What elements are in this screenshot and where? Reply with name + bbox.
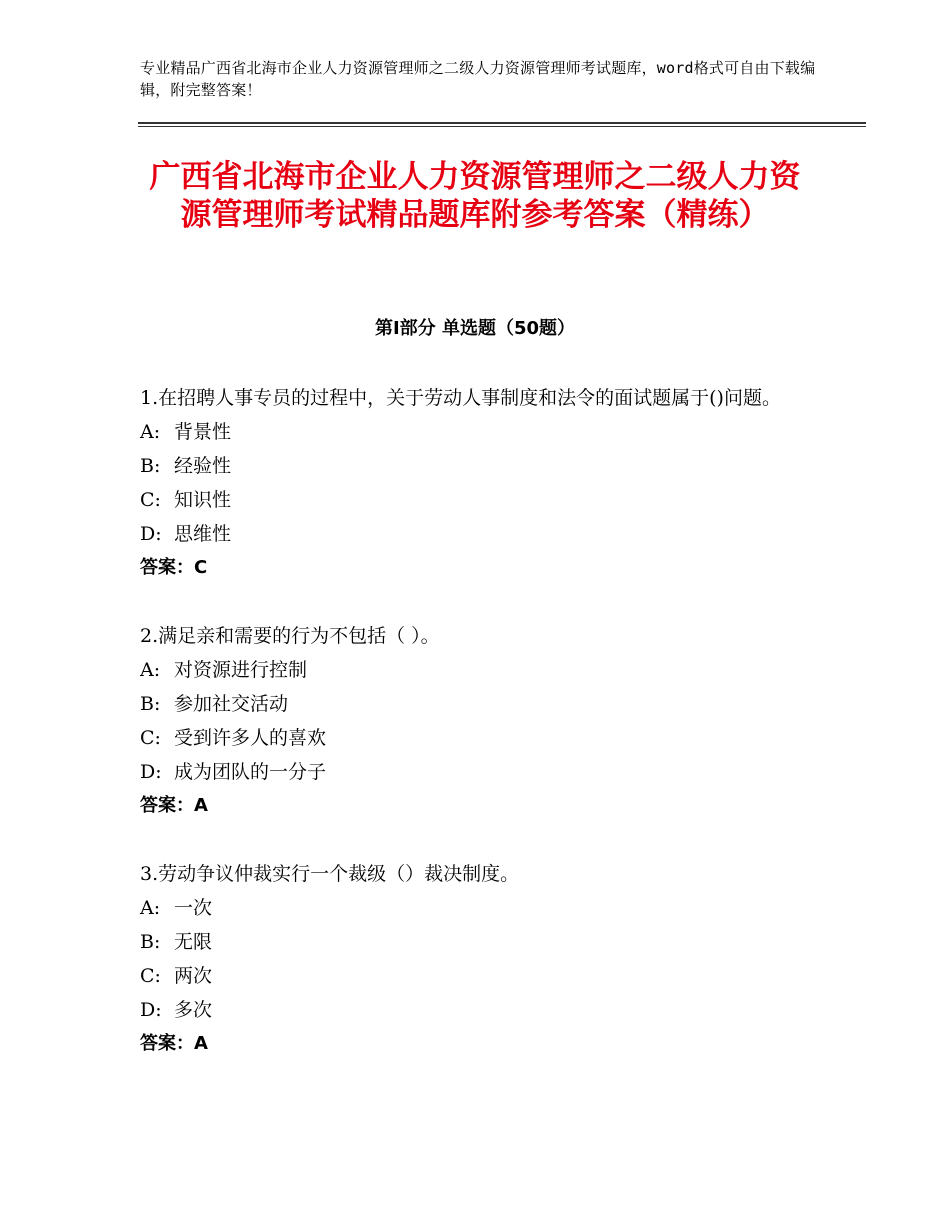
option-letter: D: [140, 523, 162, 545]
option-text: 一次 [174, 897, 213, 919]
option-c [140, 721, 820, 755]
option-c [140, 483, 820, 517]
option-letter: D: [140, 999, 162, 1021]
option-text: 知识性 [174, 489, 232, 511]
option-letter: A: [140, 897, 161, 919]
option-a [140, 653, 820, 687]
question-stem: 2.满足亲和需要的行为不包括（ ）。 [140, 625, 440, 647]
option-text: 成为团队的一分子 [174, 761, 327, 783]
header-rule-thick [138, 122, 866, 124]
option-text: 背景性 [174, 421, 232, 443]
option-letter: B: [140, 931, 161, 953]
question-stem: 1.在招聘人事专员的过程中，关于劳动人事制度和法令的面试题属于()问题。 [140, 387, 781, 409]
option-letter: B: [140, 455, 161, 477]
option-text: 多次 [174, 999, 213, 1021]
option-b [140, 925, 820, 959]
option-d [140, 517, 820, 551]
question-stem: 3.劳动争议仲裁实行一个裁级（）裁决制度。 [140, 863, 520, 885]
option-b [140, 449, 820, 483]
option-text: 无限 [174, 931, 213, 953]
section-title: 第Ⅰ部分 单选题（50题） [374, 318, 575, 339]
question-1 [140, 381, 820, 585]
question-3 [140, 857, 820, 1061]
option-text: 受到许多人的喜欢 [174, 727, 327, 749]
option-c [140, 959, 820, 993]
document-title: 广西省北海市企业人力资源管理师之二级人力资源管理师考试精品题库附参考答案（精练） [149, 159, 801, 233]
option-text: 两次 [174, 965, 213, 987]
option-a [140, 415, 820, 449]
option-letter: A: [140, 659, 161, 681]
answer: 答案：A [140, 795, 208, 816]
option-b [140, 687, 820, 721]
answer: 答案：C [140, 557, 208, 578]
question-list [140, 381, 820, 1095]
option-text: 对资源进行控制 [174, 659, 308, 681]
header-rule-thin [138, 126, 866, 127]
option-text: 思维性 [174, 523, 232, 545]
option-text: 参加社交活动 [174, 693, 289, 715]
option-letter: A: [140, 421, 161, 443]
option-text: 经验性 [174, 455, 232, 477]
option-letter: B: [140, 693, 161, 715]
answer: 答案：A [140, 1033, 208, 1054]
option-a [140, 891, 820, 925]
question-2 [140, 619, 820, 823]
option-d [140, 993, 820, 1027]
option-letter: C: [140, 727, 161, 749]
option-letter: C: [140, 965, 161, 987]
header-note: 专业精品广西省北海市企业人力资源管理师之二级人力资源管理师考试题库，word格式可自由下载编辑，附完整答案！ [140, 59, 816, 99]
option-letter: C: [140, 489, 161, 511]
option-letter: D: [140, 761, 162, 783]
option-d [140, 755, 820, 789]
